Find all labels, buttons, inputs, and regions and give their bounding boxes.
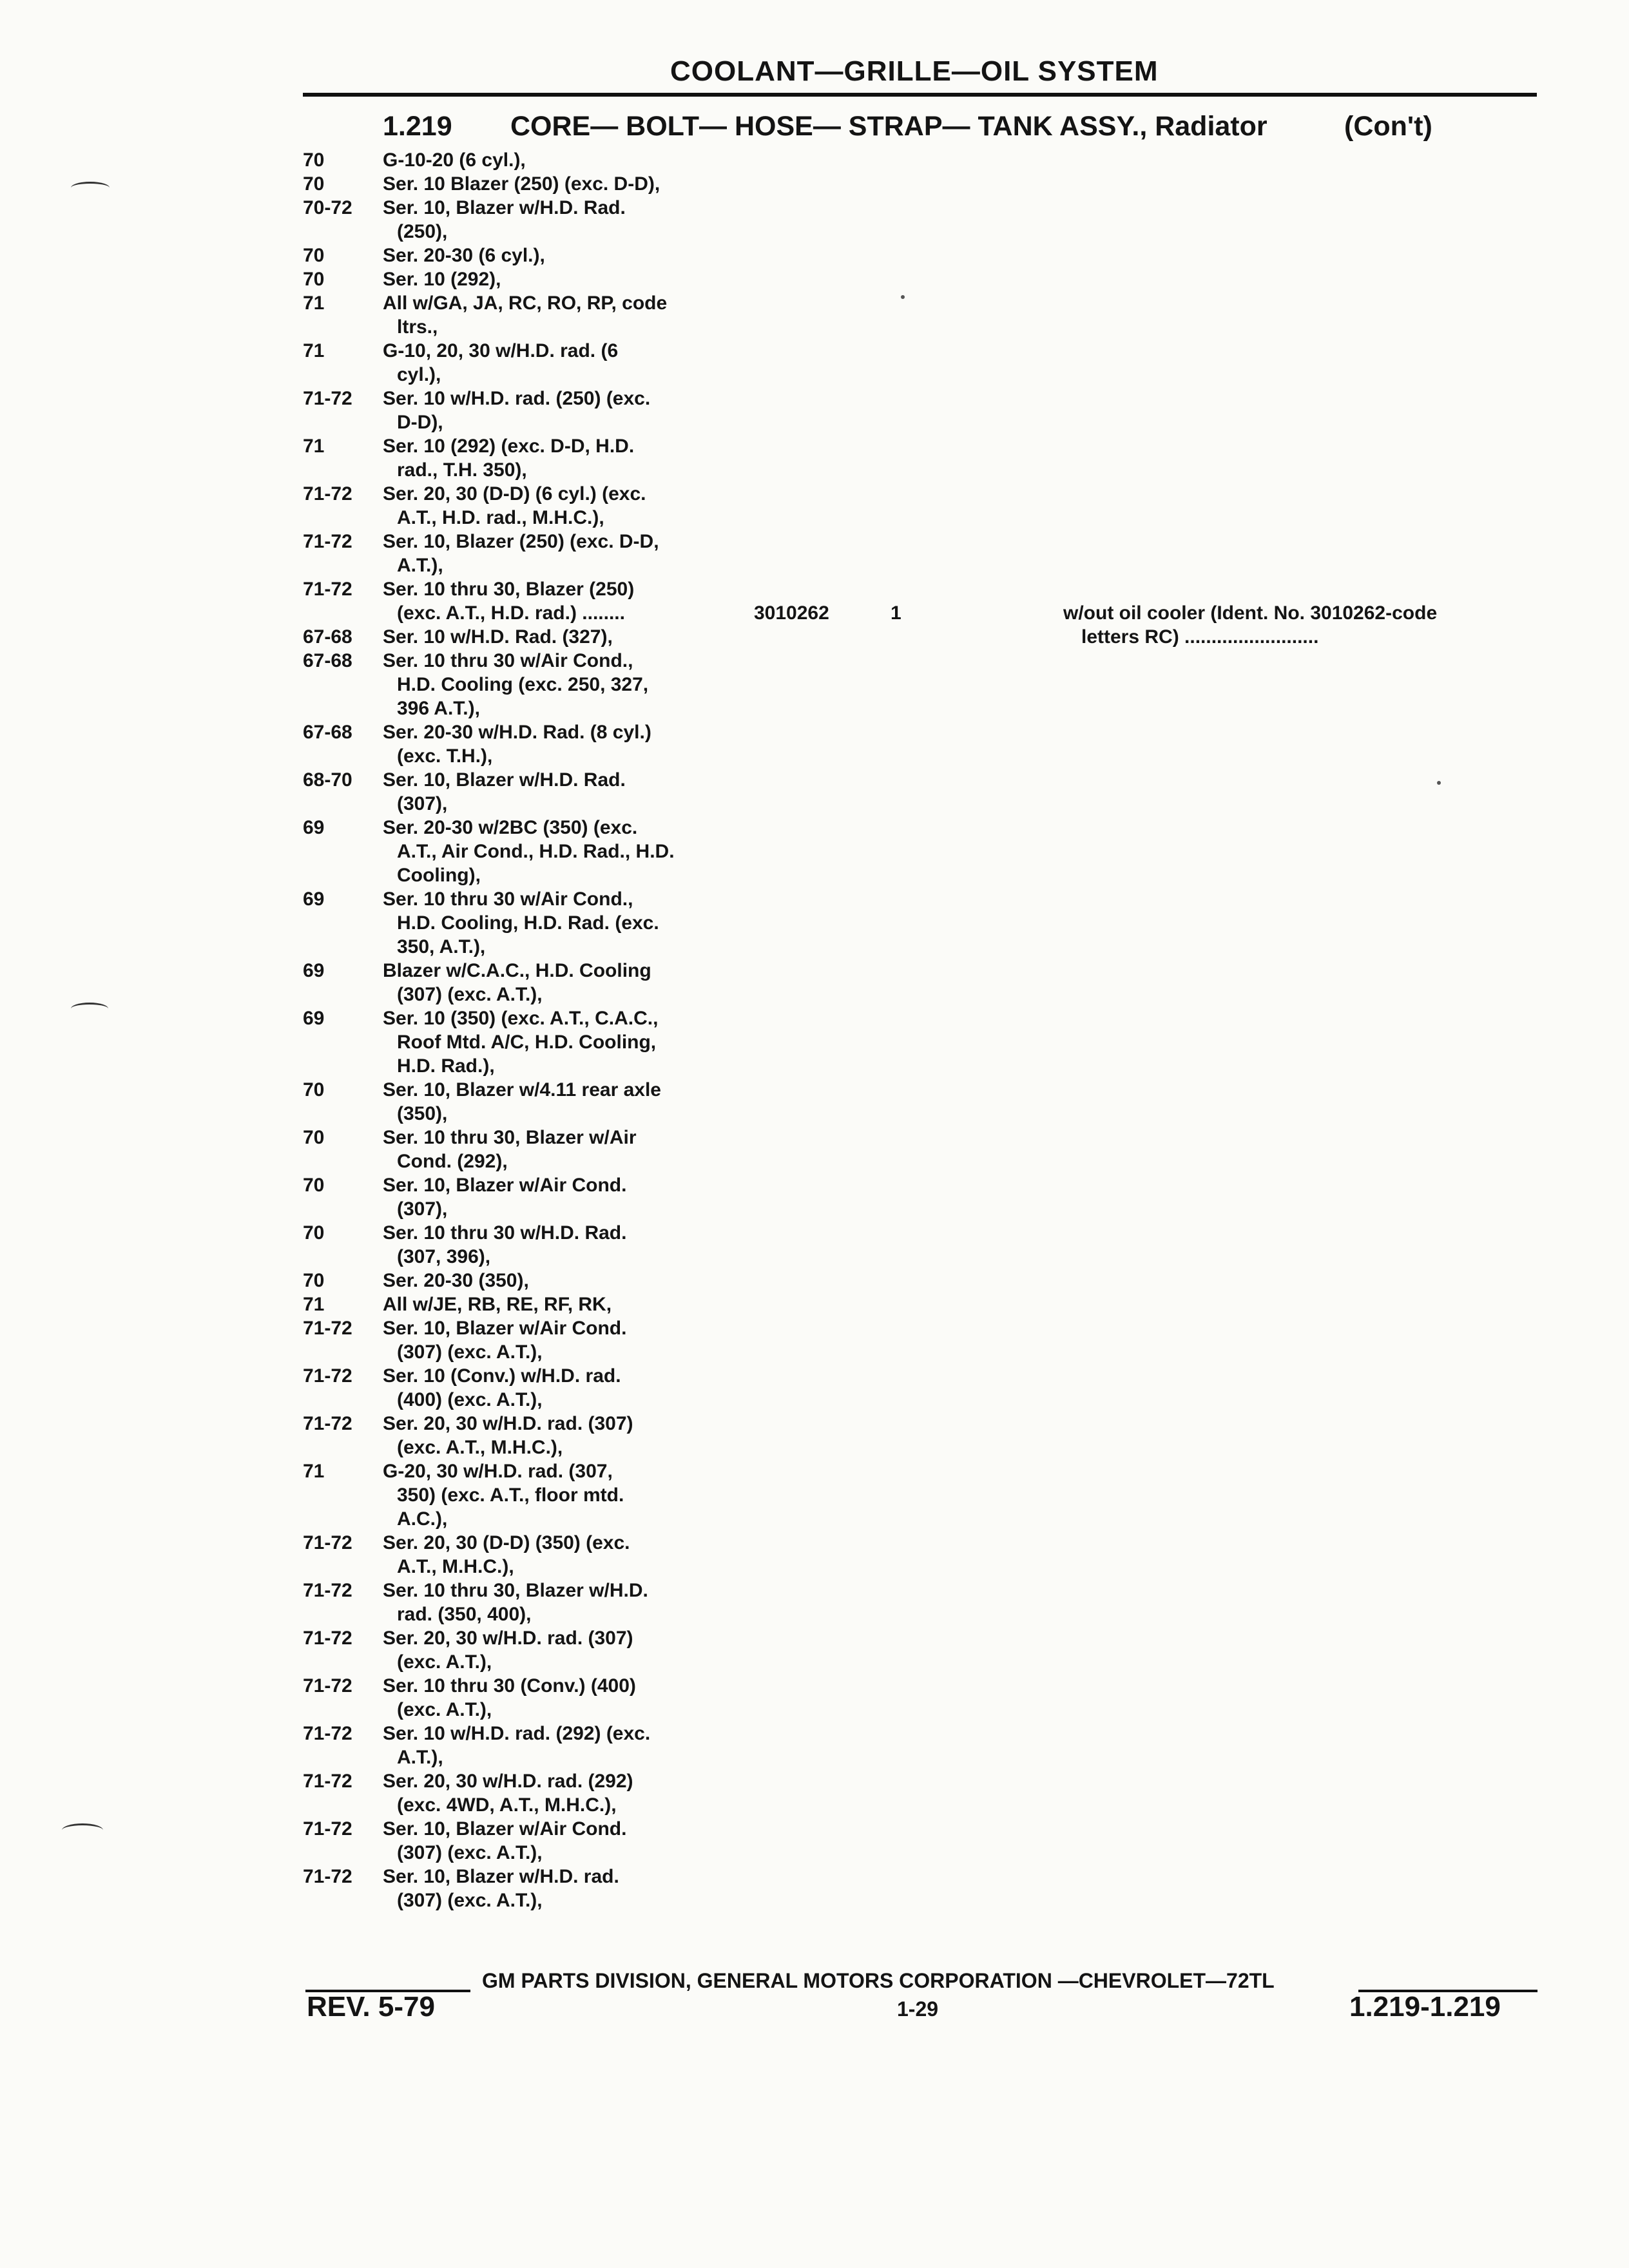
remark-line: w/out oil cooler (Ident. No. 3010262-code — [1063, 602, 1438, 624]
model-years: 71-72 — [303, 1723, 352, 1744]
application-description — [383, 1126, 731, 1173]
description-line: Ser. 20, 30 w/H.D. rad. (307) — [383, 1628, 633, 1649]
model-years: 70-72 — [303, 197, 352, 218]
description-line: (250), — [397, 221, 448, 242]
quantity: 1 — [891, 602, 901, 624]
model-years: 69 — [303, 817, 325, 838]
parts-entry — [303, 1173, 1527, 1221]
application-description — [383, 1006, 731, 1078]
description-line: Ser. 10, Blazer w/Air Cond. — [383, 1818, 627, 1840]
description-line: 350, A.T.), — [397, 936, 486, 957]
description-line: cyl.), — [397, 364, 441, 385]
parts-entry — [303, 1221, 1527, 1269]
model-years: 71-72 — [303, 1532, 352, 1553]
description-line: rad., T.H. 350), — [397, 459, 527, 481]
description-line: All w/GA, JA, RC, RO, RP, code — [383, 293, 668, 314]
parts-entry — [303, 267, 1527, 291]
model-years: 71-72 — [303, 1413, 352, 1434]
description-line: Ser. 10 thru 30, Blazer w/Air — [383, 1127, 637, 1148]
description-line: Ser. 20, 30 (D-D) (350) (exc. — [383, 1532, 630, 1553]
description-line: A.T.), — [397, 1747, 443, 1768]
description-line: (exc. 4WD, A.T., M.H.C.), — [397, 1794, 617, 1816]
description-line: A.T., H.D. rad., M.H.C.), — [397, 507, 604, 528]
application-description — [383, 482, 731, 530]
description-line: Ser. 10, Blazer w/H.D. Rad. — [383, 769, 626, 791]
parts-entry — [303, 148, 1527, 172]
parts-entry — [303, 1078, 1527, 1126]
description-line: Ser. 10 w/H.D. rad. (292) (exc. — [383, 1723, 651, 1744]
application-description — [383, 577, 731, 625]
application-description — [383, 1269, 731, 1293]
description-line: Ser. 10 thru 30 (Conv.) (400) — [383, 1675, 636, 1696]
application-description — [383, 1293, 731, 1316]
model-years: 67-68 — [303, 650, 352, 671]
description-line: A.C.), — [397, 1508, 448, 1530]
parts-entry — [303, 530, 1527, 577]
description-line: (400) (exc. A.T.), — [397, 1389, 543, 1410]
parts-entry — [303, 625, 1527, 649]
parts-entry — [303, 1316, 1527, 1364]
description-line: Ser. 10 Blazer (250) (exc. D-D), — [383, 173, 660, 195]
model-years: 71-72 — [303, 531, 352, 552]
description-line: Ser. 10, Blazer w/Air Cond. — [383, 1175, 627, 1196]
application-description — [383, 625, 731, 649]
model-years: 70 — [303, 173, 325, 195]
parts-entry — [303, 1293, 1527, 1316]
parts-entry — [303, 196, 1527, 244]
parts-entry — [303, 720, 1527, 768]
parts-entry — [303, 1579, 1527, 1626]
model-years: 71-72 — [303, 1771, 352, 1792]
parts-entry — [303, 387, 1527, 434]
remark-line: letters RC) ......................... — [1081, 626, 1319, 648]
model-years: 71-72 — [303, 1675, 352, 1696]
description-line: Ser. 10, Blazer w/Air Cond. — [383, 1318, 627, 1339]
parts-entry — [303, 244, 1527, 267]
description-line: Ser. 10 (292) (exc. D-D, H.D. — [383, 436, 635, 457]
application-description — [383, 887, 731, 959]
description-line: Ser. 10, Blazer (250) (exc. D-D, — [383, 531, 659, 552]
description-line: (307) (exc. A.T.), — [397, 1842, 543, 1863]
description-line: (307, 396), — [397, 1246, 491, 1267]
model-years: 71 — [303, 1461, 325, 1482]
application-description — [383, 196, 731, 244]
model-years: 71-72 — [303, 388, 352, 409]
application-description — [383, 172, 731, 196]
model-years: 70 — [303, 1079, 325, 1100]
binder-hole-mark — [71, 1003, 108, 1015]
parts-entry — [303, 1865, 1527, 1912]
model-years: 67-68 — [303, 722, 352, 743]
parts-entry — [303, 649, 1527, 720]
parts-entry — [303, 959, 1527, 1006]
description-line: Cooling), — [397, 865, 481, 886]
description-line: (307), — [397, 793, 448, 814]
description-line: (307) (exc. A.T.), — [397, 1341, 543, 1363]
application-description — [383, 1221, 731, 1269]
description-line: (exc. A.T., M.H.C.), — [397, 1437, 563, 1458]
application-description — [383, 148, 731, 172]
description-line: G-10, 20, 30 w/H.D. rad. (6 — [383, 340, 619, 361]
description-line: All w/JE, RB, RE, RF, RK, — [383, 1294, 612, 1315]
description-line: Ser. 10, Blazer w/4.11 rear axle — [383, 1079, 661, 1100]
description-line: A.T., M.H.C.), — [397, 1556, 514, 1577]
binder-hole-mark — [71, 182, 110, 194]
model-years: 70 — [303, 1175, 325, 1196]
description-line: Ser. 10 thru 30, Blazer (250) — [383, 579, 635, 600]
model-years: 71-72 — [303, 1628, 352, 1649]
application-description — [383, 1626, 731, 1674]
parts-entry — [303, 1459, 1527, 1531]
description-line: Ser. 10 thru 30 w/H.D. Rad. — [383, 1222, 627, 1244]
model-years: 71 — [303, 340, 325, 361]
parts-entry — [303, 768, 1527, 816]
description-line: (307) (exc. A.T.), — [397, 984, 543, 1005]
model-years: 70 — [303, 245, 325, 266]
application-description — [383, 1817, 731, 1865]
application-description — [383, 1459, 731, 1531]
model-years: 71-72 — [303, 1580, 352, 1601]
description-line: Ser. 10, Blazer w/H.D. Rad. — [383, 197, 626, 218]
parts-entry — [303, 434, 1527, 482]
application-description — [383, 816, 731, 887]
part-number: 3010262 — [754, 602, 829, 624]
continued-label: (Con't) — [1344, 111, 1432, 142]
model-years: 69 — [303, 1008, 325, 1029]
description-line: H.D. Cooling, H.D. Rad. (exc. — [397, 912, 659, 934]
model-years: 71 — [303, 1294, 325, 1315]
parts-entry — [303, 339, 1527, 387]
description-line: D-D), — [397, 412, 443, 433]
parts-entry — [303, 1412, 1527, 1459]
description-line: 350) (exc. A.T., floor mtd. — [397, 1485, 624, 1506]
description-line: (exc. T.H.), — [397, 745, 493, 767]
description-line: Roof Mtd. A/C, H.D. Cooling, — [397, 1032, 657, 1053]
model-years: 71-72 — [303, 579, 352, 600]
application-description — [383, 530, 731, 577]
model-years: 70 — [303, 1222, 325, 1244]
description-line: A.T.), — [397, 555, 443, 576]
parts-entry — [303, 482, 1527, 530]
model-years: 71-72 — [303, 1866, 352, 1887]
description-line: Ser. 10 thru 30, Blazer w/H.D. — [383, 1580, 648, 1601]
parts-entry — [303, 1674, 1527, 1722]
model-years: 71-72 — [303, 483, 352, 505]
description-line: Ser. 20, 30 (D-D) (6 cyl.) (exc. — [383, 483, 646, 505]
application-description — [383, 1579, 731, 1626]
application-description — [383, 244, 731, 267]
binder-hole-mark — [62, 1823, 103, 1837]
parts-entry — [303, 1531, 1527, 1579]
description-line: Ser. 10 (Conv.) w/H.D. rad. — [383, 1365, 621, 1387]
description-line: (350), — [397, 1103, 448, 1124]
description-line: A.T., Air Cond., H.D. Rad., H.D. — [397, 841, 675, 862]
model-years: 69 — [303, 889, 325, 910]
description-line: Ser. 20-30 w/2BC (350) (exc. — [383, 817, 638, 838]
description-line: G-20, 30 w/H.D. rad. (307, — [383, 1461, 613, 1482]
model-years: 71 — [303, 436, 325, 457]
model-years: 68-70 — [303, 769, 352, 791]
page-number: 1-29 — [897, 1997, 939, 2021]
description-line: Ser. 10 w/H.D. Rad. (327), — [383, 626, 613, 648]
parts-entry — [303, 1006, 1527, 1078]
description-line: G-10-20 (6 cyl.), — [383, 149, 526, 171]
application-description — [383, 1316, 731, 1364]
model-years: 71-72 — [303, 1365, 352, 1387]
parts-entry — [303, 1722, 1527, 1769]
model-years: 67-68 — [303, 626, 352, 648]
application-description — [383, 1722, 731, 1769]
parts-entry — [303, 172, 1527, 196]
description-line: H.D. Cooling (exc. 250, 327, — [397, 674, 649, 695]
scan-speck — [1437, 781, 1441, 785]
description-line: (exc. A.T.), — [397, 1699, 492, 1720]
application-description — [383, 1412, 731, 1459]
application-description — [383, 267, 731, 291]
model-years: 69 — [303, 960, 325, 981]
parts-entry — [303, 1817, 1527, 1865]
parts-list — [303, 148, 1527, 1912]
description-line: 396 A.T.), — [397, 698, 480, 719]
application-description — [383, 768, 731, 816]
description-line: Ser. 10, Blazer w/H.D. rad. — [383, 1866, 619, 1887]
description-line: Ser. 10 (292), — [383, 269, 501, 290]
application-description — [383, 1531, 731, 1579]
application-description — [383, 434, 731, 482]
application-description — [383, 959, 731, 1006]
section-range: 1.219-1.219 — [1349, 1991, 1501, 2023]
parts-entry — [303, 291, 1527, 339]
description-line: (307), — [397, 1198, 448, 1220]
description-line: Ser. 20-30 (6 cyl.), — [383, 245, 545, 266]
application-description — [383, 1769, 731, 1817]
application-description — [383, 1674, 731, 1722]
description-line: Ser. 10 thru 30 w/Air Cond., — [383, 650, 633, 671]
parts-entry — [303, 1126, 1527, 1173]
group-title: CORE— BOLT— HOSE— STRAP— TANK ASSY., Radiator — [510, 111, 1268, 142]
description-line: (exc. A.T., H.D. rad.) ........ — [397, 602, 625, 624]
model-years: 70 — [303, 1270, 325, 1291]
footer-division: GM PARTS DIVISION, GENERAL MOTORS CORPORATION —CHEVROLET—72TL — [482, 1969, 1275, 1992]
application-description — [383, 387, 731, 434]
parts-entry — [303, 1269, 1527, 1293]
parts-entry — [303, 887, 1527, 959]
parts-entry — [303, 1364, 1527, 1412]
model-years: 71-72 — [303, 1818, 352, 1840]
application-description — [383, 1865, 731, 1912]
application-description — [383, 339, 731, 387]
application-description — [383, 720, 731, 768]
header-rule — [303, 93, 1537, 97]
description-line: (307) (exc. A.T.), — [397, 1890, 543, 1911]
description-line: (exc. A.T.), — [397, 1651, 492, 1673]
description-line: H.D. Rad.), — [397, 1055, 495, 1077]
application-description — [383, 1078, 731, 1126]
revision-label: REV. 5-79 — [307, 1991, 435, 2023]
scan-speck — [901, 295, 905, 299]
model-years: 70 — [303, 149, 325, 171]
model-years: 71 — [303, 293, 325, 314]
description-line: Ser. 20-30 w/H.D. Rad. (8 cyl.) — [383, 722, 651, 743]
description-line: rad. (350, 400), — [397, 1604, 532, 1625]
parts-entry — [303, 1769, 1527, 1817]
model-years: 71-72 — [303, 1318, 352, 1339]
description-line: Blazer w/C.A.C., H.D. Cooling — [383, 960, 651, 981]
application-description — [383, 649, 731, 720]
description-line: Ser. 20-30 (350), — [383, 1270, 529, 1291]
description-line: Ser. 10 w/H.D. rad. (250) (exc. — [383, 388, 651, 409]
model-years: 70 — [303, 269, 325, 290]
description-line: ltrs., — [397, 316, 438, 338]
section-title: COOLANT—GRILLE—OIL SYSTEM — [670, 55, 1159, 87]
description-line: Ser. 20, 30 w/H.D. rad. (307) — [383, 1413, 633, 1434]
description-line: Ser. 10 (350) (exc. A.T., C.A.C., — [383, 1008, 659, 1029]
description-line: Cond. (292), — [397, 1151, 508, 1172]
application-description — [383, 291, 731, 339]
description-line: Ser. 20, 30 w/H.D. rad. (292) — [383, 1771, 633, 1792]
description-line: Ser. 10 thru 30 w/Air Cond., — [383, 889, 633, 910]
parts-entry — [303, 1626, 1527, 1674]
parts-entry — [303, 816, 1527, 887]
model-years: 70 — [303, 1127, 325, 1148]
application-description — [383, 1364, 731, 1412]
group-number: 1.219 — [383, 111, 452, 142]
application-description — [383, 1173, 731, 1221]
